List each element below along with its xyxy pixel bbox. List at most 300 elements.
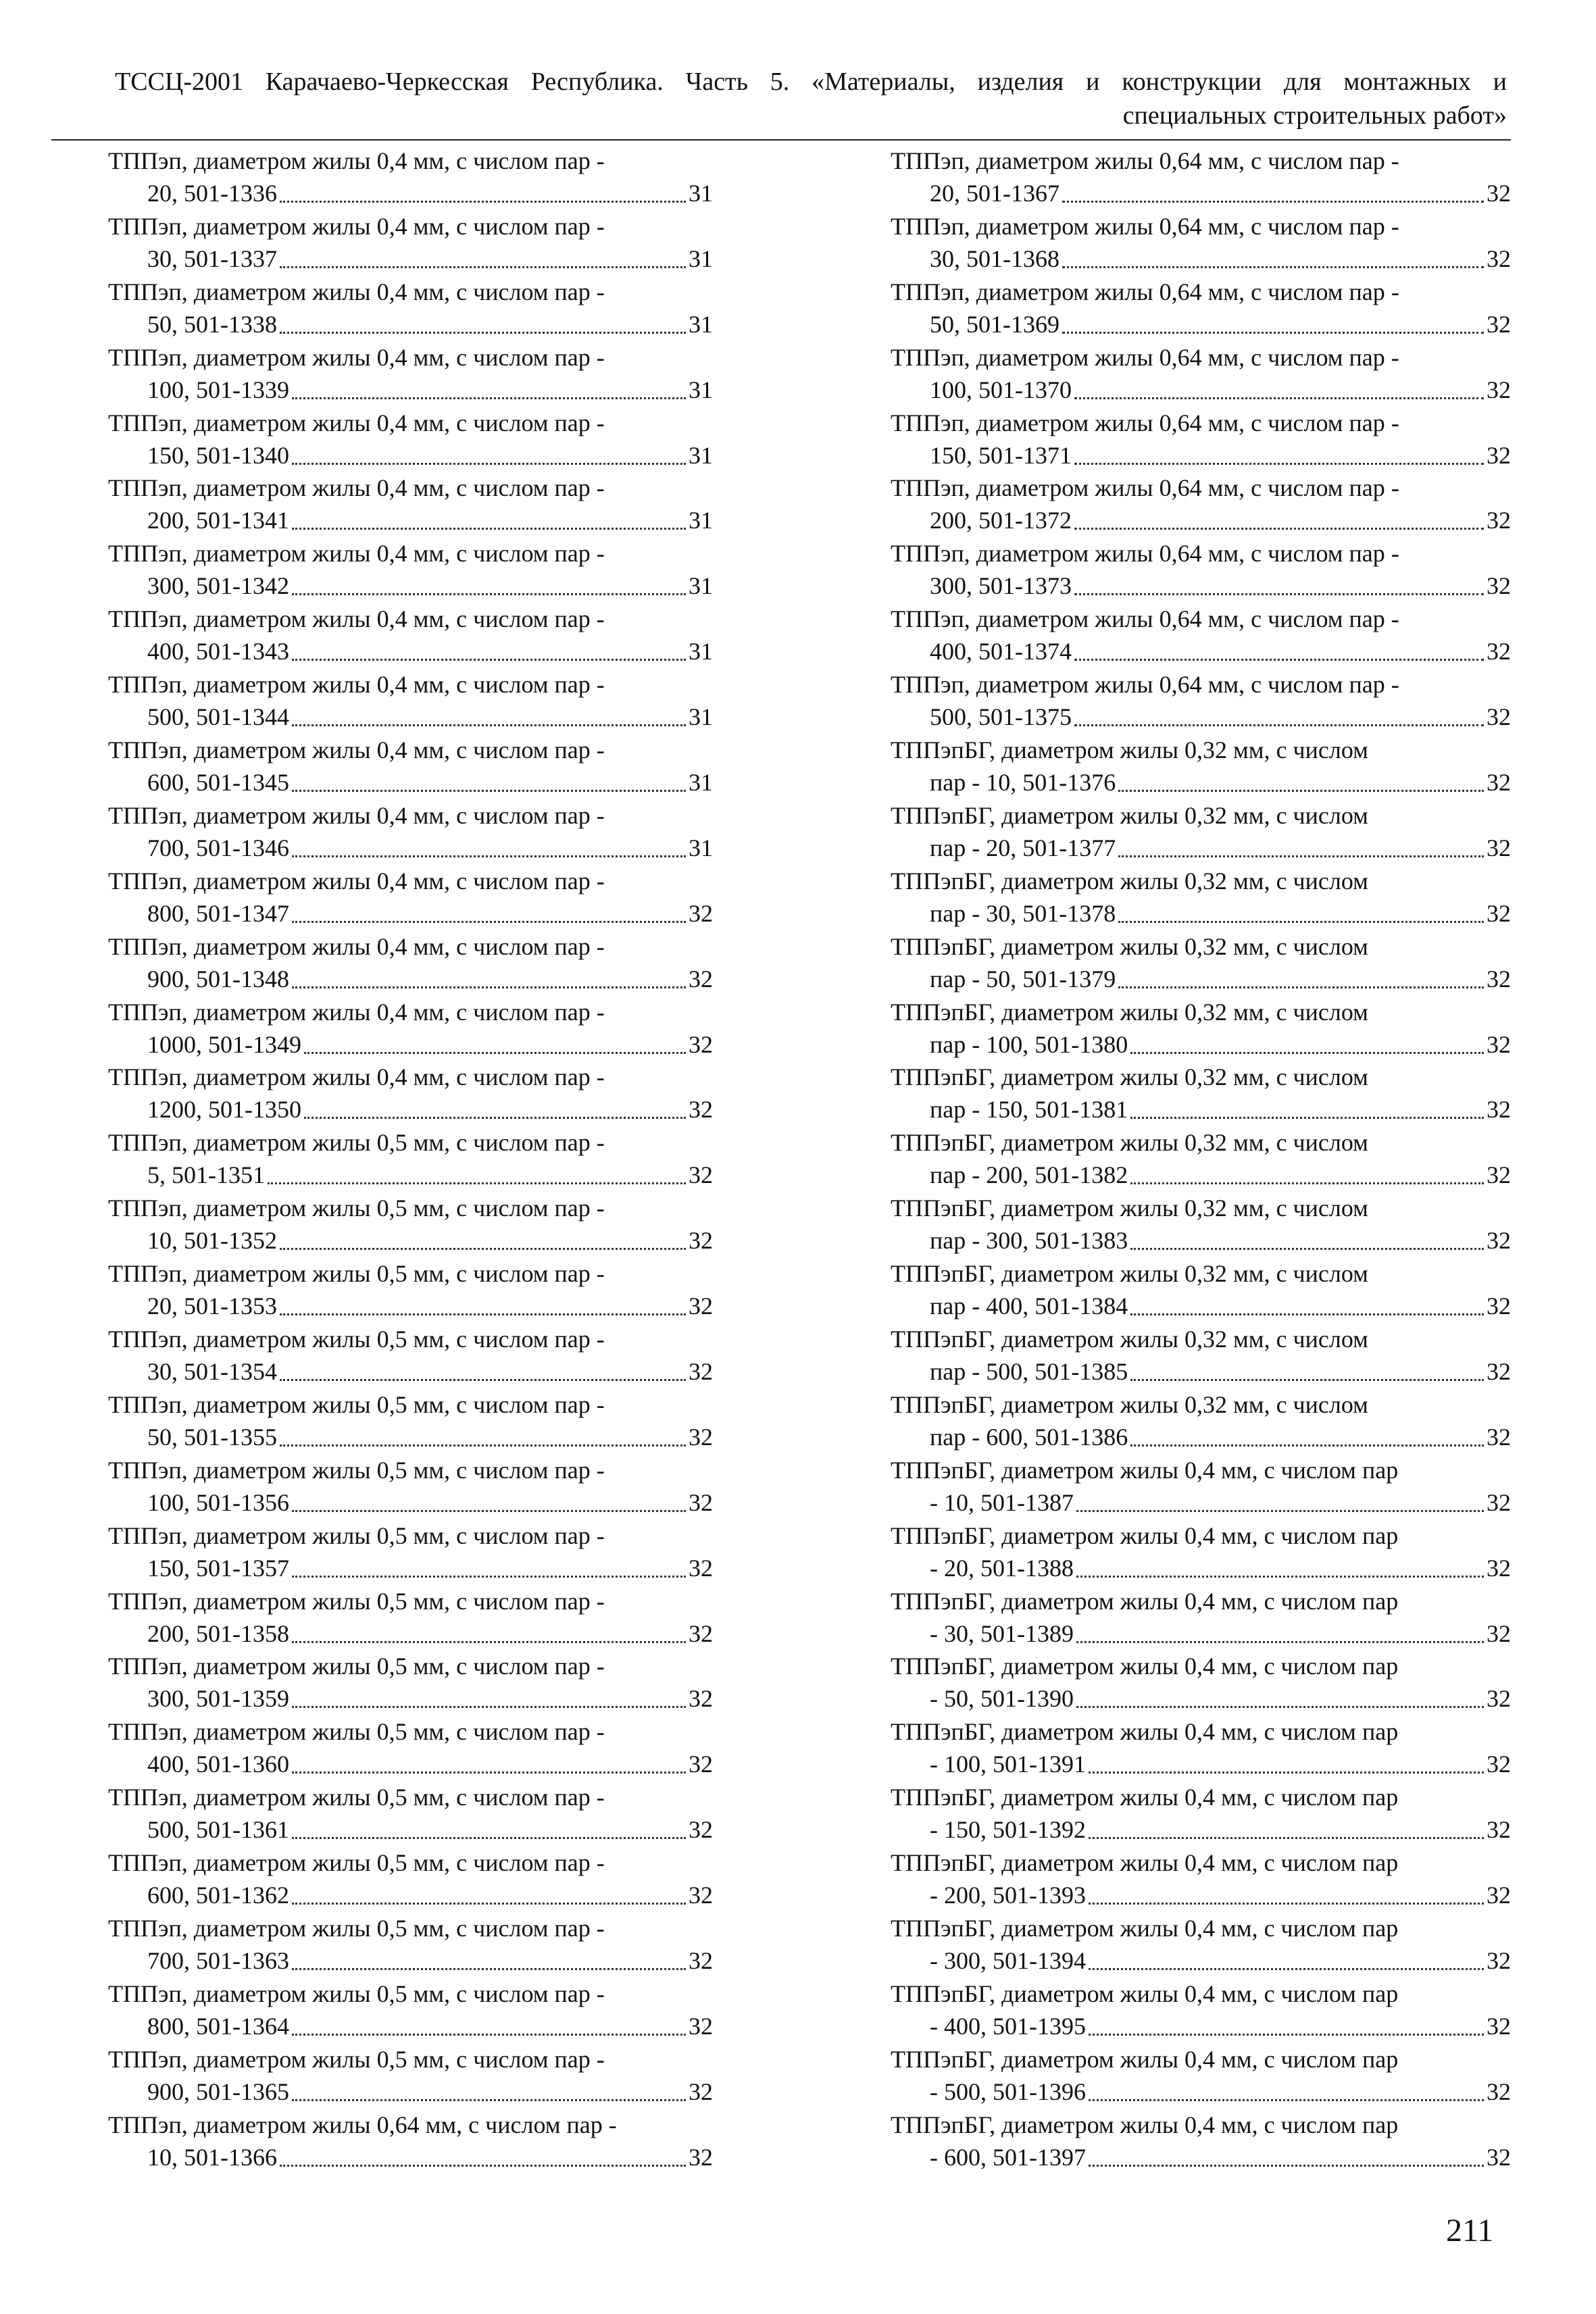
entry-code: пар - 400, 501-1384 <box>930 1292 1128 1320</box>
dot-leader <box>304 1051 686 1054</box>
entry-page: 32 <box>1487 1488 1511 1516</box>
dot-leader <box>292 1705 686 1708</box>
dot-leader <box>1130 1247 1484 1250</box>
entry-title: ТППэп, диаметром жилы 0,5 мм, с числом пар - <box>108 1390 605 1418</box>
dot-leader <box>292 1771 686 1774</box>
entry-title: ТППэпБГ, диаметром жилы 0,4 мм, с числом пар <box>891 1587 1399 1615</box>
entry-code: - 200, 501-1393 <box>930 1882 1086 1909</box>
entry-title: ТППэп, диаметром жилы 0,64 мм, с числом пар - <box>891 540 1399 568</box>
index-entry <box>891 1715 1511 1781</box>
entry-code: - 100, 501-1391 <box>930 1751 1086 1778</box>
entry-code: - 10, 501-1387 <box>930 1488 1074 1516</box>
entry-title: ТППэп, диаметром жилы 0,5 мм, с числом пар - <box>108 1194 605 1222</box>
index-entry <box>108 1454 713 1519</box>
index-entry <box>891 2109 1511 2174</box>
entry-reference-line <box>108 1028 713 1061</box>
entry-title: ТППэпБГ, диаметром жилы 0,4 мм, с числом пар <box>891 1849 1399 1877</box>
entry-page: 32 <box>1487 507 1511 534</box>
entry-page: 32 <box>1487 1882 1511 1909</box>
index-entry <box>891 145 1511 210</box>
entry-title: ТППэп, диаметром жилы 0,4 мм, с числом пар - <box>108 212 605 240</box>
dot-leader <box>268 1182 686 1184</box>
index-entry <box>891 537 1511 603</box>
entry-code: 900, 501-1348 <box>147 965 289 992</box>
entry-title: ТППэпБГ, диаметром жилы 0,32 мм, с числом <box>891 1129 1368 1157</box>
entry-page: 32 <box>1487 2143 1511 2171</box>
entry-code: пар - 100, 501-1380 <box>930 1030 1128 1058</box>
dot-leader <box>1062 200 1484 203</box>
entry-reference-line <box>891 1159 1511 1191</box>
index-entry <box>891 1781 1511 1846</box>
index-column-right <box>891 145 1511 2174</box>
entry-reference-line <box>891 1355 1511 1388</box>
entry-page: 32 <box>689 1882 713 1909</box>
entry-code: 900, 501-1365 <box>147 2078 289 2105</box>
dot-leader <box>292 2033 686 2036</box>
entry-page: 32 <box>689 2143 713 2171</box>
entry-reference-line <box>891 1290 1511 1322</box>
entry-code: 400, 501-1374 <box>930 638 1072 665</box>
index-entry <box>108 865 713 930</box>
entry-title: ТППэпБГ, диаметром жилы 0,32 мм, с числом <box>891 998 1368 1026</box>
entry-title: ТППэп, диаметром жилы 0,5 мм, с числом пар - <box>108 1718 605 1746</box>
entry-reference-line <box>108 1682 713 1715</box>
entry-title: ТППэп, диаметром жилы 0,4 мм, с числом пар - <box>108 736 605 764</box>
entry-code: 700, 501-1363 <box>147 1947 289 1975</box>
index-entry <box>891 276 1511 341</box>
entry-page: 32 <box>1487 1947 1511 1975</box>
entry-reference-line <box>108 1355 713 1388</box>
entry-reference-line <box>108 243 713 275</box>
entry-page: 32 <box>1487 1030 1511 1058</box>
entry-code: 30, 501-1337 <box>147 245 277 272</box>
entry-title: ТППэпБГ, диаметром жилы 0,32 мм, с числом <box>891 1194 1368 1222</box>
entry-page: 32 <box>689 1161 713 1189</box>
dot-leader <box>1089 1771 1484 1774</box>
index-entry <box>108 210 713 276</box>
entry-title: ТППэп, диаметром жилы 0,4 мм, с числом пар - <box>108 998 605 1026</box>
dot-leader <box>280 2164 686 2167</box>
entry-page: 31 <box>689 180 713 207</box>
dot-leader <box>1076 1509 1484 1512</box>
entry-title: ТППэп, диаметром жилы 0,4 мм, с числом пар - <box>108 867 605 895</box>
entry-code: 100, 501-1339 <box>147 376 289 403</box>
entry-code: 1200, 501-1350 <box>147 1096 301 1124</box>
index-entry <box>891 1126 1511 1192</box>
index-entry <box>108 1519 713 1585</box>
index-entry <box>891 341 1511 407</box>
entry-reference-line <box>108 308 713 341</box>
entry-reference-line <box>108 1290 713 1322</box>
entry-reference-line <box>891 963 1511 995</box>
entry-page: 32 <box>1487 180 1511 207</box>
index-entry <box>891 1454 1511 1519</box>
entry-title: ТППэпБГ, диаметром жилы 0,4 мм, с числом пар <box>891 1521 1399 1549</box>
entry-page: 32 <box>1487 899 1511 927</box>
dot-leader <box>1118 855 1484 857</box>
index-entry <box>108 276 713 341</box>
entry-page: 31 <box>689 703 713 731</box>
entry-title: ТППэп, диаметром жилы 0,4 мм, с числом пар - <box>108 147 605 174</box>
entry-title: ТППэп, диаметром жилы 0,5 мм, с числом пар - <box>108 1326 605 1353</box>
entry-reference-line <box>891 374 1511 406</box>
entry-page: 32 <box>1487 1358 1511 1386</box>
index-entry <box>108 537 713 603</box>
entry-title: ТППэп, диаметром жилы 0,4 мм, с числом пар - <box>108 474 605 502</box>
entry-page: 32 <box>689 1554 713 1582</box>
entry-page: 32 <box>689 1619 713 1647</box>
index-entry <box>108 1257 713 1323</box>
entry-reference-line <box>891 1813 1511 1846</box>
entry-reference-line <box>891 570 1511 602</box>
entry-title: ТППэпБГ, диаметром жилы 0,4 мм, с числом пар <box>891 1915 1399 1942</box>
dot-leader <box>280 200 686 203</box>
entry-title: ТППэп, диаметром жилы 0,4 мм, с числом пар - <box>108 605 605 633</box>
dot-leader <box>1089 2164 1484 2167</box>
entry-page: 31 <box>689 507 713 534</box>
entry-title: ТППэп, диаметром жилы 0,4 мм, с числом пар - <box>108 671 605 699</box>
entry-code: пар - 300, 501-1383 <box>930 1227 1128 1255</box>
entry-reference-line <box>108 635 713 668</box>
entry-code: - 20, 501-1388 <box>930 1554 1074 1582</box>
entry-page: 32 <box>1487 1161 1511 1189</box>
entry-reference-line <box>891 2076 1511 2108</box>
entry-code: 200, 501-1341 <box>147 507 289 534</box>
entry-page: 32 <box>689 899 713 927</box>
dot-leader <box>1076 1705 1484 1708</box>
entry-code: 400, 501-1360 <box>147 1751 289 1778</box>
index-entry <box>891 1388 1511 1454</box>
entry-reference-line <box>108 963 713 995</box>
entry-page: 32 <box>1487 965 1511 992</box>
entry-title: ТППэпБГ, диаметром жилы 0,4 мм, с числом пар <box>891 1653 1399 1680</box>
entry-reference-line <box>108 1421 713 1453</box>
entry-title: ТППэп, диаметром жилы 0,4 мм, с числом пар - <box>108 278 605 305</box>
entry-code: 50, 501-1338 <box>147 310 277 338</box>
entry-page: 32 <box>1487 1227 1511 1255</box>
index-entry <box>891 1650 1511 1715</box>
entry-title: ТППэпБГ, диаметром жилы 0,32 мм, с числом <box>891 1260 1368 1288</box>
dot-leader <box>292 1836 686 1839</box>
entry-code: 20, 501-1353 <box>147 1292 277 1320</box>
index-entry <box>108 1061 713 1126</box>
entry-title: ТППэп, диаметром жилы 0,64 мм, с числом пар - <box>891 474 1399 502</box>
entry-code: 100, 501-1370 <box>930 376 1072 403</box>
entry-code: 10, 501-1366 <box>147 2143 277 2171</box>
dot-leader <box>1089 1967 1484 1970</box>
entry-page: 32 <box>1487 2078 1511 2105</box>
entry-title: ТППэпБГ, диаметром жилы 0,32 мм, с числом <box>891 736 1368 764</box>
entry-page: 32 <box>1487 245 1511 272</box>
entry-page: 31 <box>689 376 713 403</box>
entry-title: ТППэп, диаметром жилы 0,64 мм, с числом пар - <box>891 147 1399 174</box>
entry-code: 500, 501-1375 <box>930 703 1072 731</box>
entry-reference-line <box>891 308 1511 341</box>
entry-reference-line <box>891 243 1511 275</box>
entry-code: 500, 501-1344 <box>147 703 289 731</box>
entry-reference-line <box>108 1159 713 1191</box>
entry-code: 50, 501-1355 <box>147 1423 277 1451</box>
entry-reference-line <box>891 504 1511 536</box>
index-entry <box>108 930 713 996</box>
entry-code: 300, 501-1342 <box>147 572 289 600</box>
dot-leader <box>1130 1378 1484 1381</box>
entry-reference-line <box>891 1486 1511 1519</box>
dot-leader <box>292 1575 686 1578</box>
entry-page: 31 <box>689 245 713 272</box>
entry-page: 32 <box>689 1358 713 1386</box>
entry-title: ТППэпБГ, диаметром жилы 0,32 мм, с числом <box>891 932 1368 960</box>
entry-page: 32 <box>1487 310 1511 338</box>
entry-reference-line <box>891 439 1511 472</box>
entry-page: 32 <box>1487 572 1511 600</box>
entry-code: пар - 10, 501-1376 <box>930 769 1116 797</box>
entry-title: ТППэпБГ, диаметром жилы 0,4 мм, с числом пар <box>891 2045 1399 2073</box>
index-entry <box>108 1715 713 1781</box>
entry-title: ТППэп, диаметром жилы 0,64 мм, с числом пар - <box>891 671 1399 699</box>
entry-page: 32 <box>1487 703 1511 731</box>
entry-page: 32 <box>689 1030 713 1058</box>
entry-reference-line <box>108 177 713 209</box>
index-entry <box>891 210 1511 276</box>
dot-leader <box>1089 2033 1484 2036</box>
entry-code: - 600, 501-1397 <box>930 2143 1086 2171</box>
entry-reference-line <box>891 1879 1511 1911</box>
entry-page: 32 <box>1487 1816 1511 1844</box>
header-line-2: специальных строительных работ» <box>1122 101 1507 130</box>
entry-page: 32 <box>1487 769 1511 797</box>
entry-title: ТППэп, диаметром жилы 0,4 мм, с числом пар - <box>108 409 605 436</box>
entry-code: пар - 30, 501-1378 <box>930 899 1116 927</box>
entry-page: 31 <box>689 769 713 797</box>
dot-leader <box>292 986 686 988</box>
dot-leader <box>292 789 686 792</box>
index-entry <box>891 668 1511 734</box>
entry-title: ТППэп, диаметром жилы 0,4 мм, с числом пар - <box>108 540 605 568</box>
dot-leader <box>1062 331 1484 334</box>
entry-code: - 300, 501-1394 <box>930 1947 1086 1975</box>
entry-code: 20, 501-1367 <box>930 180 1059 207</box>
dot-leader <box>280 1444 686 1447</box>
dot-leader <box>1076 1640 1484 1643</box>
entry-page: 32 <box>689 2078 713 2105</box>
entry-code: - 400, 501-1395 <box>930 2012 1086 2040</box>
dot-leader <box>1062 266 1484 268</box>
dot-leader <box>292 462 686 465</box>
entry-code: 30, 501-1368 <box>930 245 1059 272</box>
entry-code: 100, 501-1356 <box>147 1488 289 1516</box>
entry-reference-line <box>891 2141 1511 2173</box>
entry-page: 32 <box>1487 1751 1511 1778</box>
entry-reference-line <box>108 1748 713 1780</box>
index-entry <box>891 1192 1511 1257</box>
entry-title: ТППэп, диаметром жилы 0,64 мм, с числом пар - <box>891 409 1399 436</box>
entry-page: 32 <box>1487 1292 1511 1320</box>
entry-page: 32 <box>1487 638 1511 665</box>
entry-page: 32 <box>689 1227 713 1255</box>
entry-reference-line <box>891 1093 1511 1126</box>
index-entry <box>891 865 1511 930</box>
dot-leader <box>292 724 686 726</box>
index-entry <box>108 2043 713 2109</box>
entry-code: 400, 501-1343 <box>147 638 289 665</box>
dot-leader <box>280 266 686 268</box>
entry-code: 300, 501-1359 <box>147 1685 289 1713</box>
entry-title: ТППэп, диаметром жилы 0,5 мм, с числом пар - <box>108 1915 605 1942</box>
dot-leader <box>292 920 686 923</box>
entry-reference-line <box>108 504 713 536</box>
entry-code: пар - 600, 501-1386 <box>930 1423 1128 1451</box>
entry-page: 32 <box>1487 2012 1511 2040</box>
entry-reference-line <box>108 1813 713 1846</box>
index-entry <box>108 472 713 537</box>
index-entry <box>891 407 1511 472</box>
entry-title: ТППэпБГ, диаметром жилы 0,4 мм, с числом пар <box>891 1784 1399 1811</box>
entry-code: 150, 501-1371 <box>930 441 1072 469</box>
dot-leader <box>292 1509 686 1512</box>
entry-page: 32 <box>1487 1554 1511 1582</box>
dot-leader <box>1130 1313 1484 1315</box>
entry-reference-line <box>891 177 1511 209</box>
index-entry <box>108 1846 713 1912</box>
entry-reference-line <box>891 1748 1511 1780</box>
entry-code: 5, 501-1351 <box>147 1161 265 1189</box>
entry-reference-line <box>108 897 713 930</box>
entry-title: ТППэп, диаметром жилы 0,4 мм, с числом пар - <box>108 343 605 371</box>
entry-code: - 500, 501-1396 <box>930 2078 1086 2105</box>
dot-leader <box>1089 1836 1484 1839</box>
dot-leader <box>1130 1051 1484 1054</box>
entry-code: 30, 501-1354 <box>147 1358 277 1386</box>
entry-code: 1000, 501-1349 <box>147 1030 301 1058</box>
entry-title: ТППэп, диаметром жилы 0,5 мм, с числом пар - <box>108 1653 605 1680</box>
entry-title: ТППэпБГ, диаметром жилы 0,4 мм, с числом пар <box>891 1456 1399 1484</box>
dot-leader <box>292 1967 686 1970</box>
dot-leader <box>292 397 686 399</box>
entry-page: 32 <box>689 1947 713 1975</box>
entry-title: ТППэп, диаметром жилы 0,64 мм, с числом пар - <box>891 278 1399 305</box>
entry-reference-line <box>108 701 713 733</box>
entry-page: 32 <box>689 2012 713 2040</box>
entry-code: 150, 501-1340 <box>147 441 289 469</box>
entry-title: ТППэп, диаметром жилы 0,5 мм, с числом пар - <box>108 1980 605 2007</box>
entry-reference-line <box>108 1093 713 1126</box>
index-entry <box>108 1978 713 2043</box>
entry-page: 32 <box>1487 834 1511 861</box>
index-entry <box>108 603 713 668</box>
entry-reference-line <box>891 2010 1511 2042</box>
running-header <box>115 65 1507 132</box>
entry-code: 600, 501-1362 <box>147 1882 289 1909</box>
index-entry <box>891 1912 1511 1978</box>
entry-reference-line <box>108 439 713 472</box>
entry-code: 50, 501-1369 <box>930 310 1059 338</box>
index-entry <box>108 1192 713 1257</box>
dot-leader <box>1074 397 1484 399</box>
entry-code: 700, 501-1346 <box>147 834 289 861</box>
entry-code: 200, 501-1358 <box>147 1619 289 1647</box>
entry-title: ТППэп, диаметром жилы 0,64 мм, с числом пар - <box>891 212 1399 240</box>
dot-leader <box>1130 1182 1484 1184</box>
dot-leader <box>292 1640 686 1643</box>
entry-page: 32 <box>689 1751 713 1778</box>
index-entry <box>108 799 713 865</box>
entry-code: 800, 501-1364 <box>147 2012 289 2040</box>
entry-code: 800, 501-1347 <box>147 899 289 927</box>
index-entry <box>108 1912 713 1978</box>
entry-reference-line <box>108 1486 713 1519</box>
index-entry <box>891 2043 1511 2109</box>
index-column-left <box>108 145 713 2174</box>
entry-code: - 150, 501-1392 <box>930 1816 1086 1844</box>
entry-code: 150, 501-1357 <box>147 1554 289 1582</box>
dot-leader <box>1118 920 1484 923</box>
dot-leader <box>1076 1575 1484 1578</box>
entry-code: пар - 50, 501-1379 <box>930 965 1116 992</box>
dot-leader <box>292 855 686 857</box>
dot-leader <box>1074 593 1484 595</box>
entry-code: пар - 20, 501-1377 <box>930 834 1116 861</box>
entry-reference-line <box>108 832 713 864</box>
index-entry <box>108 145 713 210</box>
entry-code: 10, 501-1352 <box>147 1227 277 1255</box>
entry-reference-line <box>891 701 1511 733</box>
entry-reference-line <box>891 1028 1511 1061</box>
entry-reference-line <box>108 1617 713 1650</box>
entry-code: 20, 501-1336 <box>147 180 277 207</box>
entry-page: 32 <box>1487 1619 1511 1647</box>
entry-code: - 50, 501-1390 <box>930 1685 1074 1713</box>
dot-leader <box>292 527 686 530</box>
dot-leader <box>1089 2098 1484 2101</box>
index-entry <box>108 341 713 407</box>
entry-title: ТППэп, диаметром жилы 0,5 мм, с числом пар - <box>108 1521 605 1549</box>
entry-title: ТППэпБГ, диаметром жилы 0,32 мм, с числом <box>891 1390 1368 1418</box>
entry-page: 31 <box>689 441 713 469</box>
entry-reference-line <box>108 2076 713 2108</box>
index-entry <box>891 472 1511 537</box>
dot-leader <box>1074 527 1484 530</box>
index-entry <box>108 1650 713 1715</box>
dot-leader <box>304 1116 686 1119</box>
entry-title: ТППэп, диаметром жилы 0,5 мм, с числом пар - <box>108 1129 605 1157</box>
entry-reference-line <box>891 766 1511 799</box>
dot-leader <box>292 2098 686 2101</box>
entry-page: 32 <box>1487 1685 1511 1713</box>
dot-leader <box>1089 1902 1484 1905</box>
entry-title: ТППэп, диаметром жилы 0,5 мм, с числом пар - <box>108 1587 605 1615</box>
entry-title: ТППэпБГ, диаметром жилы 0,32 мм, с числом <box>891 867 1368 895</box>
entry-code: пар - 500, 501-1385 <box>930 1358 1128 1386</box>
index-entry <box>108 2109 713 2174</box>
entry-page: 31 <box>689 638 713 665</box>
entry-code: 300, 501-1373 <box>930 572 1072 600</box>
dot-leader <box>280 1378 686 1381</box>
entry-title: ТППэп, диаметром жилы 0,4 мм, с числом пар - <box>108 1063 605 1091</box>
entry-page: 32 <box>689 1816 713 1844</box>
entry-page: 32 <box>1487 1096 1511 1124</box>
entry-reference-line <box>108 374 713 406</box>
entry-title: ТППэп, диаметром жилы 0,5 мм, с числом пар - <box>108 1260 605 1288</box>
dot-leader <box>280 1247 686 1250</box>
index-entry <box>891 1519 1511 1585</box>
entry-code: пар - 200, 501-1382 <box>930 1161 1128 1189</box>
entry-page: 32 <box>689 1423 713 1451</box>
entry-code: - 30, 501-1389 <box>930 1619 1074 1647</box>
entry-reference-line <box>891 1224 1511 1257</box>
entry-reference-line <box>891 635 1511 668</box>
entry-title: ТППэп, диаметром жилы 0,5 мм, с числом пар - <box>108 1456 605 1484</box>
